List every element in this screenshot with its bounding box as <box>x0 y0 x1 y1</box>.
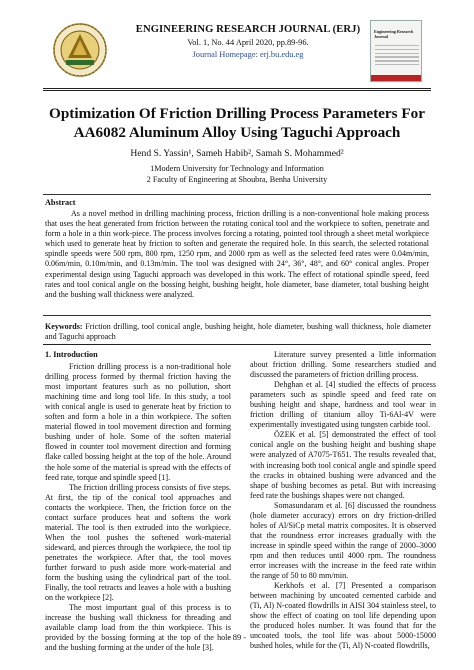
header-divider <box>43 88 431 91</box>
journal-header <box>40 20 440 82</box>
intro-paragraph-2: The friction drilling process consists of five steps. At first, the tip of the conical tool approaches and contacts the workpiece. Then, the friction force on the contact surface produces heat and softens the work material. The tool is then extruded into the workpiece. When the tool pushes the softened work-material sideward, and pierces through the workpiece, the tool tip penetrates the workpiece. After that, the tool moves further forward to push aside more work-material and form the bushing using the cylindrical part of the tool. Finally, the tool retracts and leaves a hole with a bushing on the workpiece [2]. <box>45 482 231 603</box>
literature-paragraph-2: Dehghan et al. [4] studied the effects of process parameters such as spindle speed and feed rate on bushing height and shape, hardness and tool wear in friction drilling of titanium alloy Ti-6Al-4V were experimentally investigated using tungsten carbide tool. <box>250 380 436 430</box>
keywords <box>45 322 431 342</box>
cover-title: Engineering Research Journal <box>374 29 414 39</box>
cover-decoration <box>375 45 419 68</box>
affiliation-2: 2 Faculty of Engineering at Shoubra, Benha University <box>146 174 328 184</box>
intro-paragraph-1: Friction drilling process is a non-traditional hole drilling process formed by thermal friction having the most important features such as no pollution, short machining time and long tool life. In this study, a tool with conical angle is used to generate heat by friction to soften and form a hole in a thin workpiece. The soften material flowed in tool movement direction and forming bushing under of hole. Some of the soften material flowed in counter tool movement direction and forming flake called bossing height at the top of the hole. Around the hole some of the material is spread with the effects of feed rate, torque and spindle speed [1]. <box>45 362 231 482</box>
journal-info <box>128 24 368 59</box>
affiliation-1: 1Modern University for Technology and Information <box>150 164 324 173</box>
paper-authors: Hend S. Yassin¹, Sameh Habib², Samah S. Mohammed² <box>130 148 344 159</box>
journal-volume: Vol. 1, No. 44 April 2020, pp.89-96. <box>187 38 309 47</box>
right-column <box>250 350 436 651</box>
intro-paragraph-3: The most important goal of this process is to increase the bushing wall thickness for threading and available clamp load from the thin workpiece. This is provided by the bossing forming at the top of the hole and the bushing forming at the under of the hole [3]. <box>45 603 231 653</box>
journal-homepage-link[interactable]: Journal Homepage: erj.bu.edu.eg <box>192 50 304 59</box>
abstract-heading: Abstract <box>45 198 76 207</box>
paper-title: Optimization Of Friction Drilling Process Parameters For AA6082 Aluminum Alloy Using Taguchi Approach <box>49 105 425 141</box>
literature-paragraph-5: Kerkhofs et al. [7] Presented a comparison between machining by uncoated cemented carbide and (Ti, Al) N-coated flowdrills in AISI 304 stainless steel, to show the effect of coating on tool life depending upon the produced holes number. It was found that for the uncoated tools, the tool life was about 5000-15000 bushed holes, while for the (Ti, Al) N-coated flowdrills, <box>250 581 436 651</box>
keywords-text: Friction drilling, tool conical angle, bushing height, hole diameter, bushing wall thickness, hole diameter and Taguchi approach <box>45 322 431 342</box>
journal-cover-image <box>370 20 422 82</box>
section-heading-introduction: 1. Introduction <box>45 350 98 359</box>
literature-paragraph-3: ÖZEK et al. [5] demonstrated the effect of tool conical angle on the bushing height and bushing shape were analyzed of A7075-T651. The results revealed that, with increasing both tool conical angle and spindle speed the cracks in obtained bushing were advanced and the shape of bushing becomes as petal. But with increasing feed rate the bushings shapes were not changed. <box>250 430 436 500</box>
abstract-box <box>43 194 431 316</box>
cover-bar <box>371 75 421 81</box>
left-column <box>45 350 231 653</box>
page-number: - 89 - <box>227 633 247 642</box>
abstract-text: As a novel method in drilling machining process, friction drilling is a non-conventional hole making process that uses the heat generated from friction between the rotating conical tool and the workpiece to soften, penetrate and form a hole in a thin work-piece. The process involves forcing a rotating, pointed tool through a sheet metal workpiece which used to generate heat by friction to soften and generate the required hole. In this search, the selected rotational spindle speeds were 500 rpm, 800 rpm, 1250 rpm, and 2000 rpm as well as the selected feed rates were 0.04m/min, 0.06m/min, 0.10m/min, and 0.13m/min. The tool was designed with 24°, 36°, 48°, and 60° conical angles. Proper experimental design using Taguchi approach was developed in this work. The effect of rotational spindle speed, feed rates and tool conical angle on the bossing height, bushing height, hole diameter, base diameter, total bushing height and the bushing wall thickness were analyzed. <box>45 209 429 299</box>
affiliations <box>40 164 434 186</box>
keywords-divider <box>43 344 431 345</box>
journal-title: ENGINEERING RESEARCH JOURNAL (ERJ) <box>135 24 361 35</box>
keywords-label: Keywords: <box>45 322 83 331</box>
literature-paragraph-1: Literature survey presented a little information about friction drilling. Some researchers studied and discussed the parameters of friction drilling process. <box>250 350 436 380</box>
university-logo <box>52 22 108 78</box>
literature-paragraph-4: Somasundaram et al. [6] discussed the roundness (hole diameter accuracy) errors on dry friction-drilled holes of Al/SiCp metal matrix composites. It is observed that the roundness error increases gradually with the increase in spindle speed within the range of 2000–3000 rpm and then reduces until 4000 rpm. The roundness error increases with the increase in the feed rate within the range of 50 to 80 mm/min. <box>250 500 436 581</box>
